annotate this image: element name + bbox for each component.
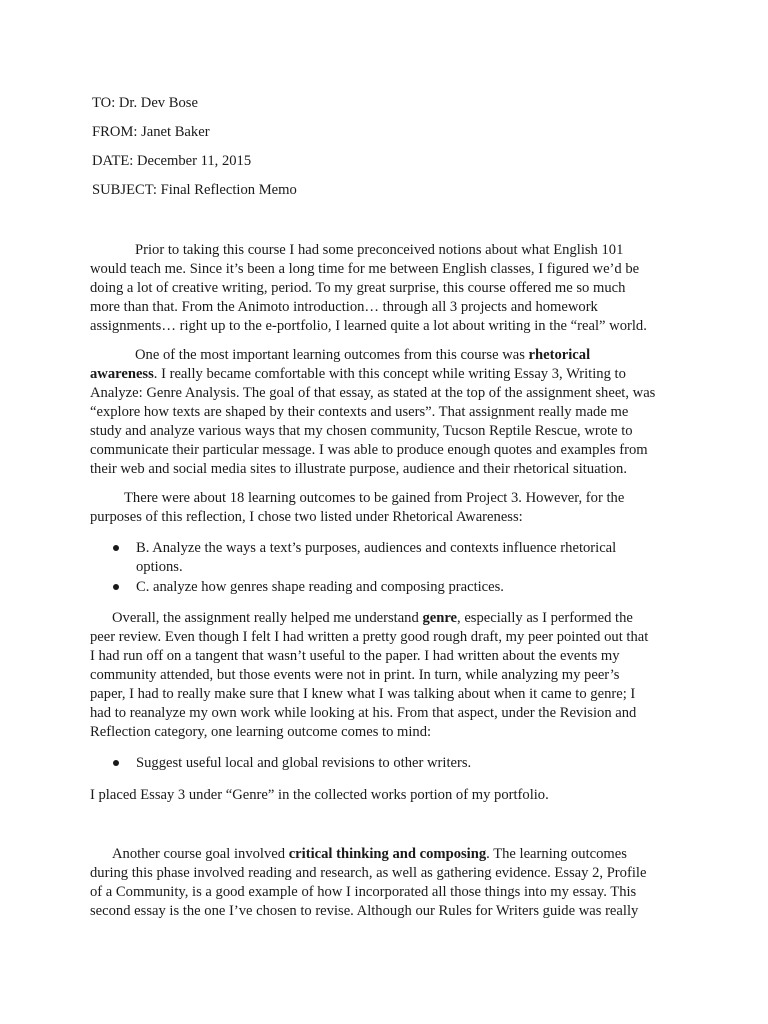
p4-line: Reflection category, one learning outcome comes to mind: bbox=[90, 724, 432, 740]
p3-line: There were about 18 learning outcomes to be gained from Project 3. However, for the bbox=[124, 490, 625, 506]
p4-line: paper, I had to really make sure that I knew what I was talking about when it came to genre; I bbox=[90, 686, 636, 702]
p4-line: I had run off on a tangent that wasn’t useful to the paper. I had written about the events my bbox=[90, 648, 620, 664]
p4-text: , especially as I performed the bbox=[457, 610, 633, 626]
memo-date: DATE: December 11, 2015 bbox=[92, 153, 252, 169]
p4-line bbox=[112, 609, 633, 628]
bullet-item: C. analyze how genres shape reading and composing practices. bbox=[136, 579, 504, 595]
p1-line: assignments… right up to the e-portfolio, I learned quite a lot about writing in the “real” world. bbox=[90, 318, 647, 334]
p4-bold-term: genre bbox=[422, 610, 458, 626]
memo-to: TO: Dr. Dev Bose bbox=[92, 95, 198, 111]
p4-line: community attended, but those events were not in print. In turn, while analyzing my peer’s bbox=[90, 667, 620, 683]
p4-text: Overall, the assignment really helped me understand bbox=[112, 610, 423, 626]
memo-subject: SUBJECT: Final Reflection Memo bbox=[92, 182, 297, 198]
p2-line: Analyze: Genre Analysis. The goal of that essay, as stated at the top of the assignment sheet, was bbox=[90, 385, 656, 401]
p2-line: study and analyze various ways that my chosen community, Tucson Reptile Rescue, wrote to bbox=[90, 423, 633, 439]
p6-line: during this phase involved reading and research, as well as gathering evidence. Essay 2, Profile bbox=[90, 865, 647, 881]
p2-text: One of the most important learning outcomes from this course was bbox=[135, 347, 529, 363]
p4-line: had to reanalyze my own work while looking at his. From that aspect, under the Revision and bbox=[90, 705, 637, 721]
p2-bold-term: rhetorical bbox=[528, 347, 591, 363]
p1-line: more than that. From the Animoto introduction… through all 3 projects and homework bbox=[90, 299, 598, 315]
memo-from: FROM: Janet Baker bbox=[92, 124, 210, 140]
bullet-item: B. Analyze the ways a text’s purposes, audiences and contexts influence rhetorical bbox=[136, 540, 617, 556]
p2-line: communicate their particular message. I was able to produce enough quotes and examples from bbox=[90, 442, 648, 458]
p5-line: I placed Essay 3 under “Genre” in the collected works portion of my portfolio. bbox=[90, 787, 549, 803]
p6-text: Another course goal involved bbox=[112, 846, 289, 862]
p6-text: . The learning outcomes bbox=[486, 846, 627, 862]
bullet-icon bbox=[113, 545, 119, 551]
p6-line: second essay is the one I’ve chosen to revise. Although our Rules for Writers guide was really bbox=[90, 903, 639, 919]
p2-line bbox=[135, 346, 590, 365]
p4-line: peer review. Even though I felt I had written a pretty good rough draft, my peer pointed out that bbox=[90, 629, 649, 645]
p2-line: their web and social media sites to illustrate purpose, audience and their rhetorical situation. bbox=[90, 461, 627, 477]
p6-bold-term: critical thinking and composing bbox=[288, 846, 487, 862]
p2-bold-term: awareness bbox=[90, 366, 154, 382]
bullet-icon bbox=[113, 584, 119, 590]
p2-line bbox=[90, 365, 626, 384]
bullet-item: Suggest useful local and global revisions to other writers. bbox=[136, 755, 472, 771]
bullet-item-cont: options. bbox=[136, 559, 183, 575]
p1-line: would teach me. Since it’s been a long time for me between English classes, I figured we’d be bbox=[90, 261, 640, 277]
p2-line: “explore how texts are shaped by their contexts and users”. That assignment really made me bbox=[90, 404, 629, 420]
p1-line: Prior to taking this course I had some preconceived notions about what English 101 bbox=[135, 242, 624, 258]
p2-text: . I really became comfortable with this concept while writing Essay 3, Writing to bbox=[153, 366, 626, 382]
p6-line: of a Community, is a good example of how I incorporated all those things into my essay. This bbox=[90, 884, 637, 900]
bullet-icon bbox=[113, 760, 119, 766]
p6-line bbox=[112, 845, 627, 864]
p3-line: purposes of this reflection, I chose two listed under Rhetorical Awareness: bbox=[90, 509, 523, 525]
p1-line: doing a lot of creative writing, period. To my great surprise, this course offered me so much bbox=[90, 280, 626, 296]
